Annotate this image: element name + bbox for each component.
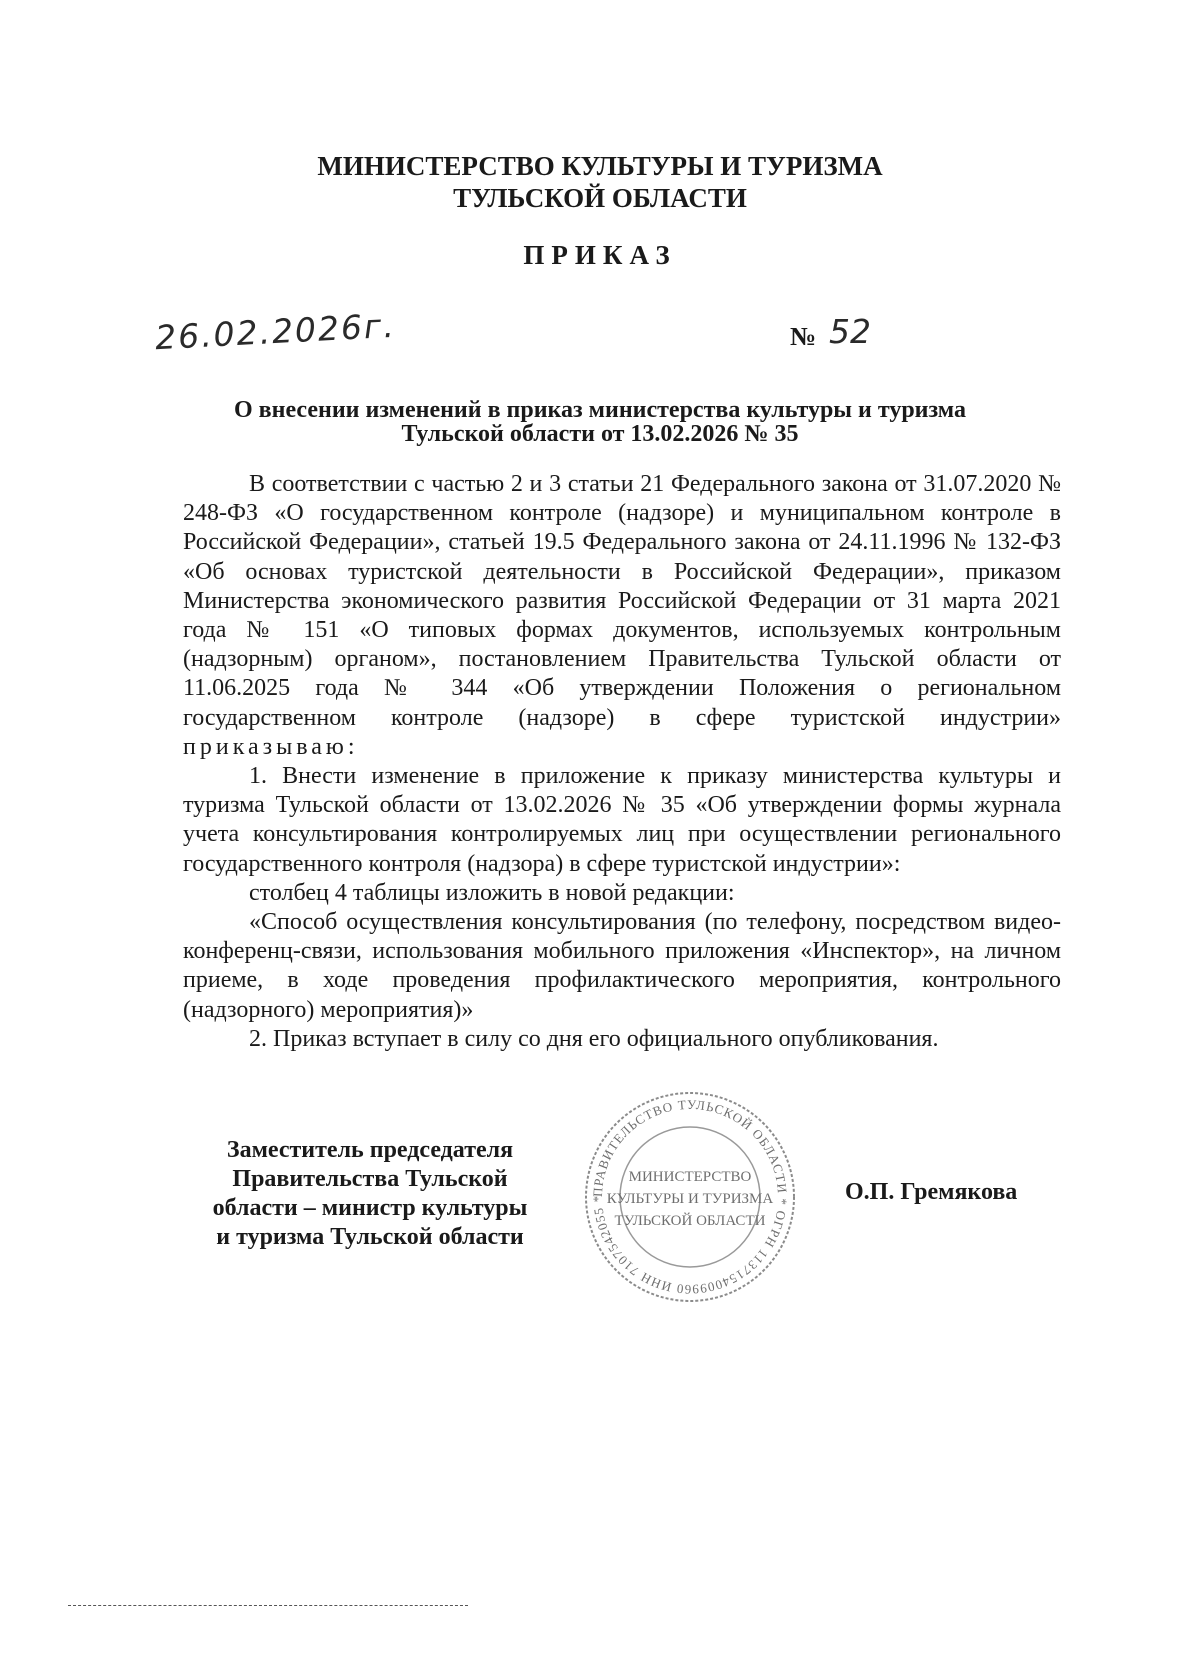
handwritten-order-number: 52	[829, 312, 871, 351]
stamp-ring-textpath: ПРАВИТЕЛЬСТВО ТУЛЬСКОЙ ОБЛАСТИ * ОГРН 1137154009960 ИНН 7107542055 *	[589, 1096, 791, 1298]
stamp-center-line-3: ТУЛЬСКОЙ ОБЛАСТИ	[614, 1213, 766, 1229]
footer-divider	[68, 1605, 468, 1606]
handwritten-date: 26.02.2026г.	[154, 305, 397, 358]
ministry-line-2: ТУЛЬСКОЙ ОБЛАСТИ	[453, 183, 747, 213]
item-2-paragraph: 2. Приказ вступает в силу со дня его официального опубликования.	[249, 1025, 939, 1052]
signer-position	[175, 1136, 565, 1252]
order-body	[183, 470, 1061, 1054]
signer-name: О.П. Гремякова	[845, 1179, 1018, 1205]
new-wording-paragraph: «Способ осуществления консультирования (по телефону, посредством видео-конференц-связи, использования мобильного приложения «Инспектор», на личном приеме, в ходе проведения профилактического мероприятия, контрольного (надзорного) мероприятия)»	[183, 909, 1061, 1023]
order-number-label: №	[790, 322, 817, 351]
signer-position-line-4: и туризма Тульской области	[216, 1224, 524, 1250]
subject-line-1: О внесении изменений в приказ министерства культуры и туризма	[234, 397, 966, 423]
order-word: приказываю:	[183, 733, 359, 760]
stamp-center-line-2: КУЛЬТУРЫ И ТУРИЗМА	[606, 1191, 774, 1207]
column-note-paragraph: столбец 4 таблицы изложить в новой редакции:	[249, 879, 735, 906]
document-type-title: ПРИКАЗ	[523, 240, 677, 270]
stamp-center-line-1: МИНИСТЕРСТВО	[628, 1169, 752, 1185]
ministry-line-1: МИНИСТЕРСТВО КУЛЬТУРЫ И ТУРИЗМА	[317, 151, 883, 181]
ministry-header	[0, 150, 1200, 214]
signer-position-line-1: Заместитель председателя	[226, 1137, 514, 1163]
order-subject	[150, 398, 1050, 446]
official-stamp	[580, 1087, 800, 1307]
subject-line-2: Тульской области от 13.02.2026 № 35	[401, 421, 799, 447]
preamble-paragraph	[183, 470, 1061, 762]
item-1-paragraph: 1. Внести изменение в приложение к приказу министерства культуры и туризма Тульской области от 13.02.2026 № 35 «Об утверждении формы журнала учета консультирования контролируемых лиц при осуществлении регионального государственного контроля (надзора) в сфере туристской индустрии»:	[183, 763, 1061, 877]
preamble-text: В соответствии с частью 2 и 3 статьи 21 Федерального закона от 31.07.2020 № 248-ФЗ «О государственном контроле (надзоре) и муниципальном контроле в Российской Федерации», статьей 19.5 Федерального закона от 24.11.1996 № 132-ФЗ «Об основах туристской деятельности в Российской Федерации», приказом Министерства экономического развития Российской Федерации от 31 марта 2021 года № 151 «О типовых формах документов, используемых контрольным (надзорным) органом», постановлением Правительства Тульской области от 11.06.2025 года № 344 «Об утверждении Положения о региональном государственном контроле (надзоре) в сфере туристской индустрии»	[183, 471, 1061, 731]
signer-position-line-3: области – министр культуры	[212, 1195, 528, 1221]
signer-position-line-2: Правительства Тульской	[232, 1166, 508, 1192]
